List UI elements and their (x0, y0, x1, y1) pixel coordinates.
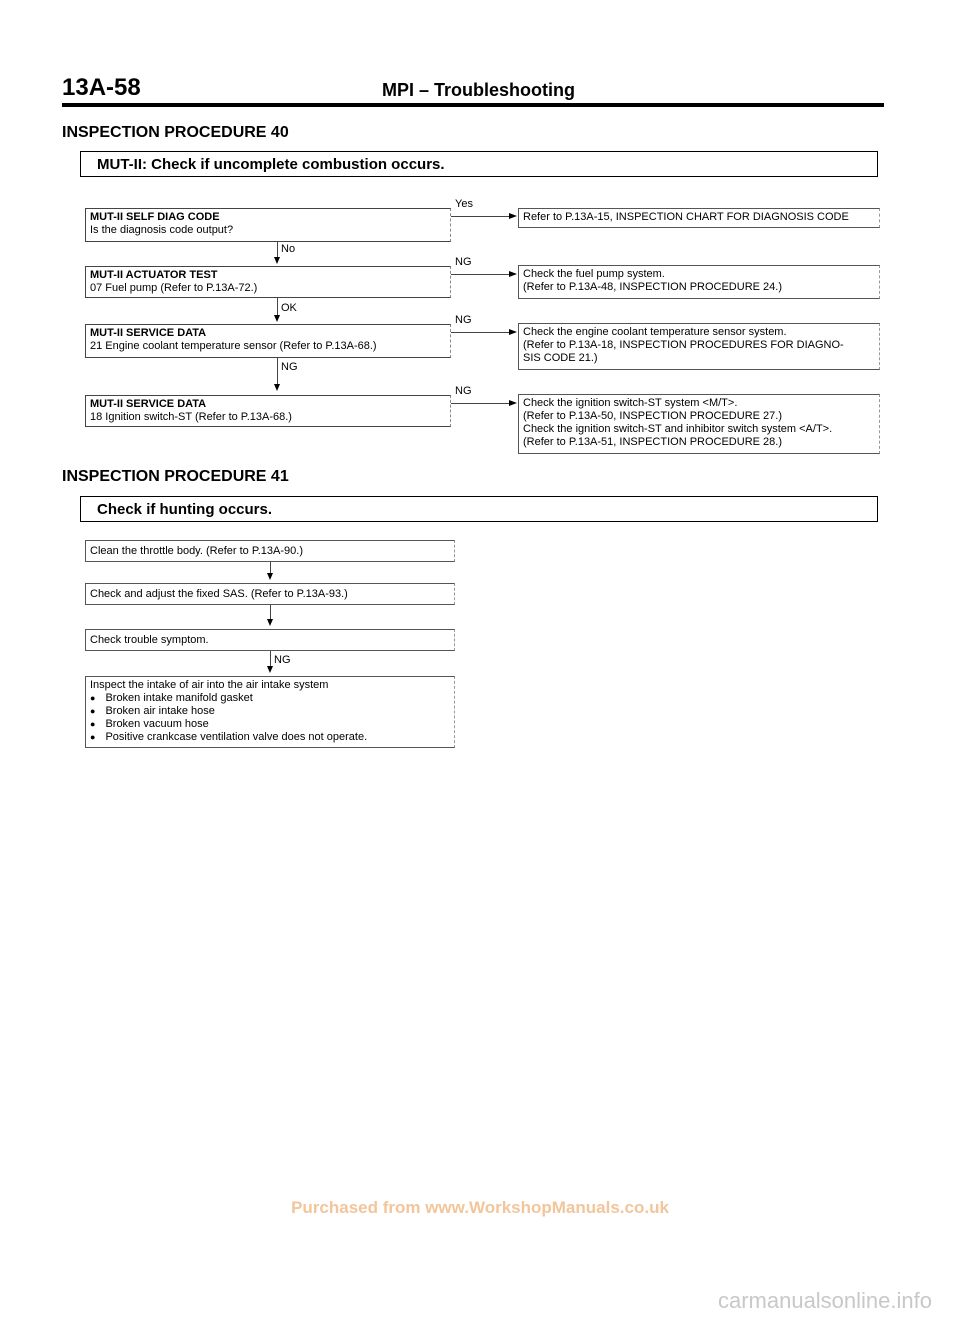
arrow-right-icon (509, 329, 517, 335)
step-text: Is the diagnosis code output? (90, 224, 234, 236)
branch-label-yes: Yes (455, 198, 473, 210)
step-inspect-intake (85, 676, 455, 748)
header-rule (62, 103, 884, 107)
result-line: SIS CODE 21.) (523, 352, 598, 364)
branch-label-ng: NG (455, 385, 472, 397)
arrow-right-icon (509, 271, 517, 277)
step-text: Clean the throttle body. (Refer to P.13A-90.) (90, 545, 303, 557)
branch-line (451, 332, 509, 333)
flow-line (277, 242, 278, 258)
branch-line (451, 403, 509, 404)
procedure-40-title: INSPECTION PROCEDURE 40 (62, 124, 289, 141)
result-coolant-sensor (518, 323, 880, 370)
step-title: MUT-II SERVICE DATA (90, 398, 207, 410)
step-title: MUT-II ACTUATOR TEST (90, 269, 218, 281)
result-line: Check the ignition switch-ST and inhibitor switch system <A/T>. (523, 423, 833, 435)
list-item: ● Broken vacuum hose (90, 718, 450, 731)
list-item: ● Broken intake manifold gasket (90, 692, 450, 705)
step-text: Check and adjust the fixed SAS. (Refer to P.13A-93.) (90, 588, 348, 600)
step-title: MUT-II SELF DIAG CODE (90, 211, 220, 223)
result-diagnosis-chart (518, 208, 880, 228)
cause-list (90, 692, 450, 744)
step-clean-throttle (85, 540, 455, 562)
arrow-down-icon (267, 573, 273, 580)
result-line: Check the fuel pump system. (523, 268, 665, 280)
branch-line (451, 216, 509, 217)
list-item: ● Broken air intake hose (90, 705, 450, 718)
arrow-right-icon (509, 400, 517, 406)
step-service-data-coolant (85, 324, 451, 358)
procedure-41-title: INSPECTION PROCEDURE 41 (62, 468, 289, 485)
result-line: (Refer to P.13A-51, INSPECTION PROCEDURE 28.) (523, 436, 782, 448)
result-line: (Refer to P.13A-18, INSPECTION PROCEDURES FOR DIAGNO- (523, 339, 844, 351)
step-adjust-sas (85, 583, 455, 605)
page-title: MPI – Troubleshooting (382, 80, 575, 100)
flow-line (270, 605, 271, 620)
branch-label-ng: NG (455, 256, 472, 268)
step-self-diag (85, 208, 451, 242)
branch-label-ng: NG (455, 314, 472, 326)
list-item: ● Positive crankcase ventilation valve does not operate. (90, 731, 450, 744)
step-text: 07 Fuel pump (Refer to P.13A-72.) (90, 282, 258, 294)
flow-label-no: No (281, 243, 296, 255)
step-service-data-ignition (85, 395, 451, 427)
flow-label-ng: NG (281, 361, 298, 373)
footer-site: carmanualsonline.info (717, 1288, 932, 1313)
step-text: Check trouble symptom. (90, 634, 209, 646)
result-fuel-pump (518, 265, 880, 299)
step-actuator-test (85, 266, 451, 298)
watermark: Purchased from www.WorkshopManuals.co.uk (291, 1198, 669, 1217)
result-line: Check the ignition switch-ST system <M/T>. (523, 397, 738, 409)
step-check-symptom (85, 629, 455, 651)
result-line: (Refer to P.13A-50, INSPECTION PROCEDURE 27.) (523, 410, 782, 422)
result-line: (Refer to P.13A-48, INSPECTION PROCEDURE 24.) (523, 281, 782, 293)
step-text: 18 Ignition switch-ST (Refer to P.13A-68.) (90, 411, 292, 423)
arrow-down-icon (267, 666, 273, 673)
result-ignition-switch (518, 394, 880, 454)
arrow-down-icon (274, 257, 280, 264)
step-title: MUT-II SERVICE DATA (90, 327, 207, 339)
arrow-down-icon (274, 384, 280, 391)
flow-line (270, 651, 271, 667)
flow-label-ok: OK (281, 302, 297, 314)
flow-line (277, 298, 278, 316)
result-line: Check the engine coolant temperature sensor system. (523, 326, 787, 338)
flow-label-ng: NG (274, 654, 291, 666)
result-line: Refer to P.13A-15, INSPECTION CHART FOR DIAGNOSIS CODE (523, 211, 849, 223)
procedure-40-check: MUT-II: Check if uncomplete combustion occurs. (80, 151, 878, 177)
arrow-down-icon (274, 315, 280, 322)
step-text: Inspect the intake of air into the air intake system (90, 679, 329, 691)
procedure-41-check: Check if hunting occurs. (80, 496, 878, 522)
arrow-down-icon (267, 619, 273, 626)
flow-line (277, 358, 278, 385)
arrow-right-icon (509, 213, 517, 219)
branch-line (451, 274, 509, 275)
step-text: 21 Engine coolant temperature sensor (Refer to P.13A-68.) (90, 340, 377, 352)
page-number: 13A-58 (62, 74, 141, 101)
